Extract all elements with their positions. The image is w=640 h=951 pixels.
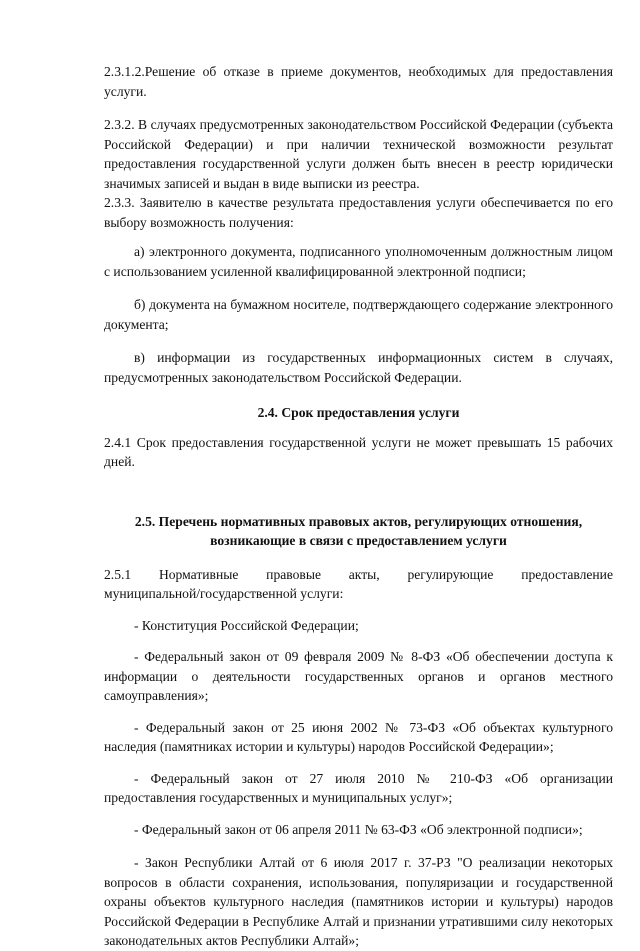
legal-act-item: - Федеральный закон от 27 июля 2010 № 210-ФЗ «Об организации предоставления государственных и муниципальных услуг»; — [104, 770, 613, 805]
paragraph-2-3-3: 2.3.3. Заявителю в качестве результата предоставления услуги обеспечивается по его выбору возможность получения: — [104, 195, 613, 230]
legal-act-item: - Федеральный закон от 25 июня 2002 № 73-ФЗ «Об объектах культурного наследия (памятниках истории и культуры) народов Российской Федерации»; — [104, 719, 613, 754]
legal-act-item: - Конституция Российской Федерации; — [134, 617, 359, 633]
legal-act-item: - Федеральный закон от 09 февраля 2009 № 8-ФЗ «Об обеспечении доступа к информации о деятельности государственных органов и органов местного самоуправления»; — [104, 649, 613, 703]
paragraph-2-5-1-continuation: муниципальной/государственной услуги: — [104, 586, 344, 601]
paragraph-2-4-1: 2.4.1 Срок предоставления государственной услуги не может превышать 15 рабочих дней. — [104, 434, 613, 469]
intro-word: предоставление — [521, 566, 613, 582]
legal-act-item: - Закон Республики Алтай от 6 июля 2017 г. 37-РЗ "О реализации некоторых вопросов в области сохранения, использования, популяризации и государственной охраны объектов культурного наследия (памятников истории и культуры) народов Российской Федерации в Республике Алтай и признании утратившими силу некоторых законодательных актов Республики Алтай»; — [104, 855, 613, 948]
section-2-4-heading: 2.4. Срок предоставления услуги — [257, 405, 460, 420]
intro-word: 2.5.1 — [104, 566, 132, 582]
section-2-5-heading-line-2: возникающие в связи с предоставлением услуги — [210, 533, 507, 548]
intro-word: регулирующие — [407, 566, 494, 582]
option-b-paragraph: б) документа на бумажном носителе, подтверждающего содержание электронного документа; — [104, 297, 613, 332]
intro-word: Нормативные — [158, 566, 239, 582]
legal-act-item: - Федеральный закон от 06 апреля 2011 № 63-ФЗ «Об электронной подписи»; — [134, 821, 583, 837]
paragraph-2-5-1-first-line — [104, 565, 613, 585]
option-a-paragraph: а) электронного документа, подписанного уполномоченным должностным лицом с использованием усиленной квалифицированной электронной подписи; — [104, 244, 613, 279]
intro-word: акты, — [348, 566, 380, 582]
paragraph-2-3-1-2: 2.3.1.2.Решение об отказе в приеме документов, необходимых для предоставления услуги. — [104, 64, 613, 99]
intro-word: правовые — [266, 566, 321, 582]
document-page — [104, 62, 613, 951]
section-2-5-heading-line-1: 2.5. Перечень нормативных правовых актов, регулирующих отношения, — [134, 513, 583, 529]
option-c-paragraph: в) информации из государственных информационных систем в случаях, предусмотренных законодательством Российской Федерации. — [104, 350, 613, 385]
paragraph-2-3-2: 2.3.2. В случаях предусмотренных законодательством Российской Федерации (субъекта Российской Федерации) и при наличии технической возможности результат предоставления государственной услуги должен быть внесен в реестр юридически значимых записей и выдан в виде выписки из реестра. — [104, 117, 613, 191]
section-2-5-heading — [104, 512, 613, 551]
